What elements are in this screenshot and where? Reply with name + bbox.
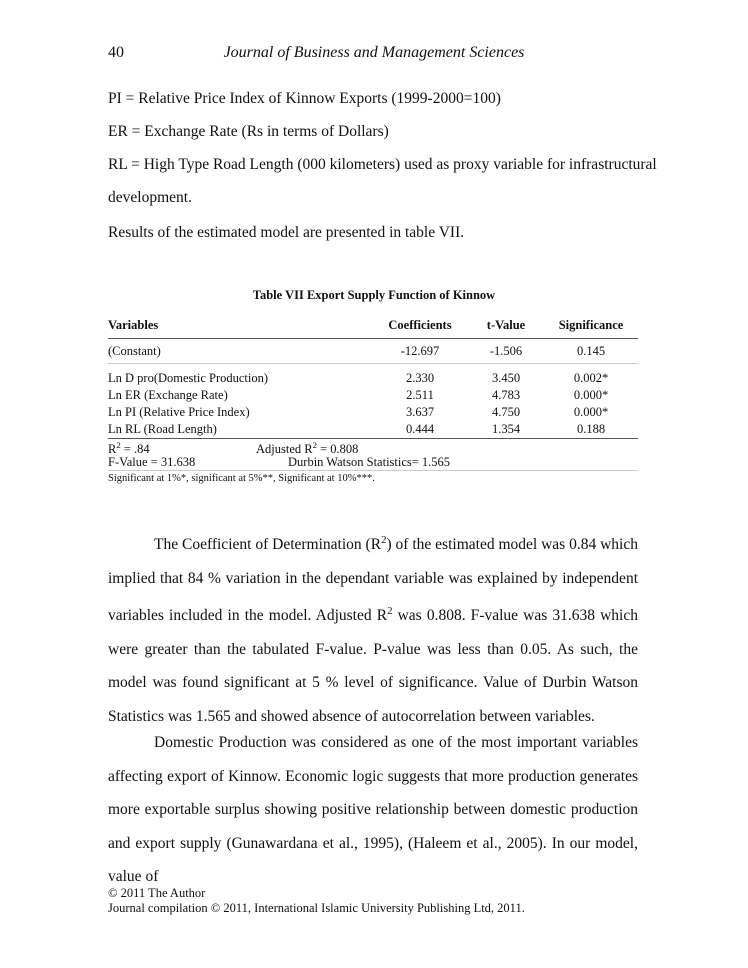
cell-variable: Ln D pro(Domestic Production): [108, 371, 269, 385]
cell-coefficient: 2.511: [406, 388, 434, 402]
table-title: Table VII Export Supply Function of Kinnow: [252, 288, 496, 302]
r-squared: $R^2 = .84$: [108, 440, 150, 457]
cell-significance: 0.002*: [573, 371, 609, 385]
header-coefficients: Coefficients: [372, 312, 468, 339]
cell-t-value: 4.750: [491, 405, 521, 419]
regression-table: [108, 312, 638, 439]
table-row: [108, 370, 638, 387]
table-row: [108, 404, 638, 421]
cell-significance: 0.000*: [573, 405, 609, 419]
cell-significance: 0.145: [544, 339, 638, 364]
paragraph-1: The Coefficient of Determination $(R^2)$ of the estimated model was 0.84 which implied that 84 % variation in the dependant variable was explained by independent variables included in the model. Adjusted $R^2$ was 0.808. F-value was 31.638 which were greater than the tabulated F-value. P-value was less than 0.05. As such, the model was found significant at 5 % level of significance. Value of Durbin Watson Statistics was 1.565 and showed absence of autocorrelation between variables.: [108, 534, 638, 725]
cell-coefficient: 3.637: [405, 405, 435, 419]
header-t-value: t-Value: [468, 312, 544, 339]
cell-t-value: 4.783: [491, 388, 521, 402]
f-value: F-Value = 31.638: [108, 455, 196, 469]
definition-rl: RL = High Type Road Length (000 kilometers) used as proxy variable for infrastructural: [108, 156, 657, 173]
definition-er: ER = Exchange Rate (Rs in terms of Dollars): [108, 123, 389, 140]
header-significance: Significance: [544, 312, 638, 339]
cell-coefficient: -12.697: [372, 339, 468, 364]
durbin-watson: Durbin Watson Statistics= 1.565: [288, 455, 451, 469]
table-header-row: [108, 312, 638, 339]
cell-t-value: 1.354: [468, 421, 544, 439]
cell-coefficient: 2.330: [405, 371, 435, 385]
table-row: [108, 387, 638, 404]
header-variables: Variables: [108, 312, 372, 339]
definition-rl-continued: development.: [108, 189, 192, 206]
cell-variable: Ln ER (Exchange Rate): [108, 388, 228, 402]
cell-significance: 0.188: [544, 421, 638, 439]
table-bottom-rule: [108, 470, 638, 471]
journal-title: Journal of Business and Management Sciences: [223, 44, 525, 61]
table-row: [108, 421, 638, 439]
definition-pi: PI = Relative Price Index of Kinnow Exports (1999-2000=100): [108, 90, 501, 107]
adjusted-r-squared: Adjusted $R^2 = 0.808$: [256, 440, 359, 457]
journal-compilation-line: Journal compilation © 2011, International Islamic University Publishing Ltd, 2011.: [108, 901, 525, 915]
cell-variable: (Constant): [108, 339, 372, 364]
significance-note: Significant at 1%*, significant at 5%**, Significant at 10%***.: [108, 473, 375, 484]
cell-variable: Ln RL (Road Length): [108, 421, 372, 439]
cell-t-value: -1.506: [468, 339, 544, 364]
cell-variable: Ln PI (Relative Price Index): [108, 405, 250, 419]
results-sentence: Results of the estimated model are presented in table VII.: [108, 224, 465, 241]
cell-coefficient: 0.444: [372, 421, 468, 439]
table-row: [108, 339, 638, 364]
cell-t-value: 3.450: [491, 371, 521, 385]
paragraph-2: Domestic Production was considered as one of the most important variables affecting export of Kinnow. Economic logic suggests that more production generates more exportable surplus showing positive relationship between domestic production and export supply (Gunawardana et al., 1995), (Haleem et al., 2005). In our model, value of: [108, 734, 638, 885]
page-number: 40: [108, 44, 124, 61]
cell-significance: 0.000*: [573, 388, 609, 402]
copyright-line: © 2011 The Author: [108, 886, 206, 900]
